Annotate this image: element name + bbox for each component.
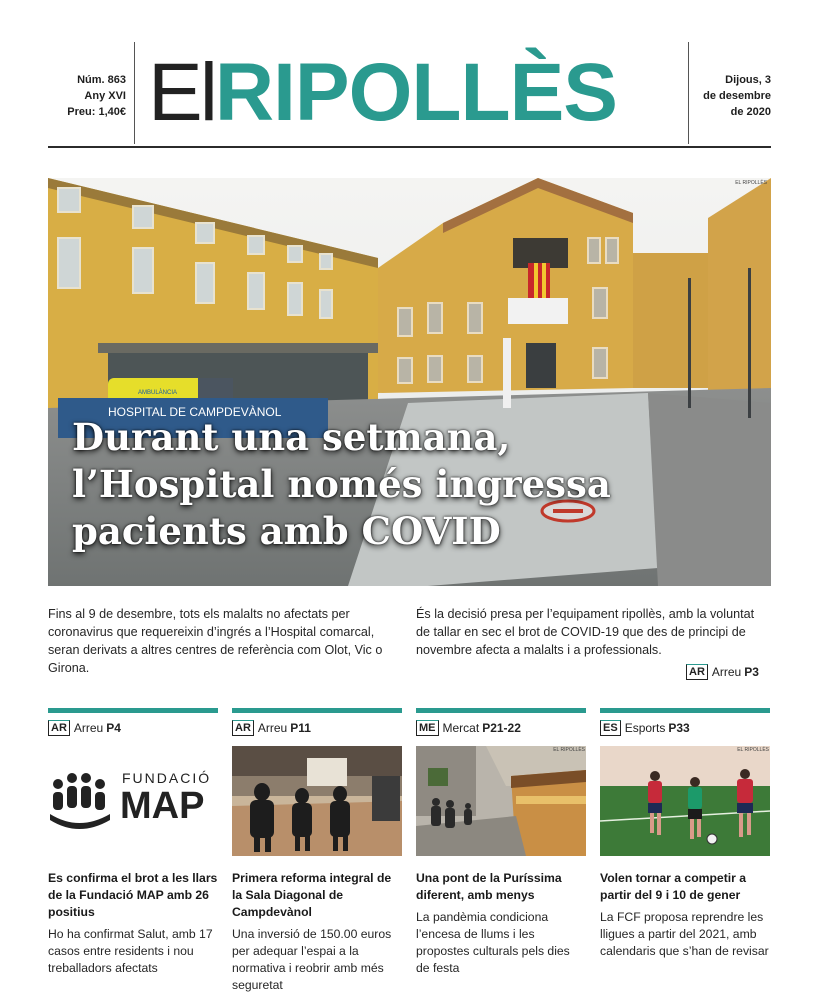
card-image[interactable]: [48, 746, 218, 856]
date-line-2: de desembre: [703, 90, 771, 102]
main-headline[interactable]: [72, 414, 692, 555]
card-summary: La FCF proposa reprendre les lligues a partir del 2021, amb calendaris que s’han de revisar: [600, 910, 769, 958]
card-rule: [48, 708, 218, 713]
card-section-ref[interactable]: [416, 720, 586, 736]
lead-paragraph-right: És la decisió presa per l’equipament ripollès, amb la voluntat de tallar en sec el brot de COVID-19 que des de principi de novembre afecta a malalts i a professionals.: [416, 607, 755, 657]
headline-line-2: l’Hospital només ingressa: [72, 462, 611, 506]
section-tag: ME: [416, 720, 439, 736]
card-headline[interactable]: Primera reforma integral de la Sala Diagonal de Campdevànol: [232, 871, 392, 919]
page-ref: P21-22: [482, 721, 521, 735]
headline-line-3: pacients amb COVID: [72, 509, 501, 553]
card-image[interactable]: [232, 746, 402, 856]
issue-info: [48, 72, 126, 120]
section-name: Arreu: [257, 721, 288, 735]
page-ref: P11: [290, 721, 311, 735]
section-tag: AR: [48, 720, 70, 736]
section-tag: AR: [686, 664, 708, 680]
story-card-esports[interactable]: [600, 708, 770, 960]
market-photo: [416, 746, 586, 856]
headline-line-1: Durant una setmana,: [72, 415, 511, 459]
card-image[interactable]: [600, 746, 770, 856]
card-rule: [232, 708, 402, 713]
hall-photo: [232, 746, 402, 856]
people-group-icon: [48, 770, 118, 840]
lead-section-ref[interactable]: [686, 664, 759, 680]
page-ref: P33: [668, 721, 690, 735]
issue-year: Any XVI: [84, 90, 126, 102]
card-rule: [416, 708, 586, 713]
hero-photo[interactable]: [48, 178, 771, 586]
issue-price: Preu: 1,40€: [67, 106, 126, 118]
issue-date: [695, 72, 771, 120]
section-tag: ES: [600, 720, 621, 736]
newspaper-logo[interactable]: [148, 48, 617, 138]
card-section-ref[interactable]: [48, 720, 218, 736]
date-line-3: de 2020: [730, 106, 771, 118]
issue-number: Núm. 863: [77, 74, 126, 86]
card-headline[interactable]: Una pont de la Puríssima diferent, amb menys: [416, 871, 562, 902]
card-section-ref[interactable]: [600, 720, 770, 736]
card-summary: Una inversió de 150.00 euros per adequar l’espai a la normativa i reobrir amb més seguretat: [232, 927, 392, 992]
svg-text:AMBULÀNCIA: AMBULÀNCIA: [138, 390, 178, 396]
logo-name: RIPOLLÈS: [214, 47, 617, 138]
football-photo: [600, 746, 770, 856]
section-name: Arreu: [711, 665, 742, 679]
masthead-rule: [48, 146, 771, 148]
photo-credit: EL RIPOLLÈS: [553, 747, 585, 753]
page-ref: P4: [106, 721, 121, 735]
card-rule: [600, 708, 770, 713]
story-card-purissima[interactable]: [416, 708, 586, 977]
fundacio-map-logo: [48, 746, 218, 856]
section-name: Esports: [624, 721, 666, 735]
masthead-divider-left: [134, 42, 135, 144]
photo-credit: EL RIPOLLÈS: [737, 747, 769, 753]
masthead: [48, 40, 771, 146]
masthead-divider-right: [688, 42, 689, 144]
lead-paragraph-left: Fins al 9 de desembre, tots els malalts no afectats per coronavirus que requereixin d’ingrés a l’Hospital comarcal, seran derivats a altres centres de referència com Olot, Vic o Girona.: [48, 607, 383, 675]
photo-credit: EL RIPOLLÈS: [735, 180, 767, 186]
card-headline[interactable]: Es confirma el brot a les llars de la Fundació MAP amb 26 positius: [48, 871, 218, 919]
story-card-fundacio-map[interactable]: [48, 708, 218, 977]
story-card-sala-diagonal[interactable]: [232, 708, 402, 992]
card-summary: Ho ha confirmat Salut, amb 17 casos entre residents i nou treballadors afectats: [48, 927, 213, 975]
section-name: Arreu: [73, 721, 104, 735]
card-section-ref[interactable]: [232, 720, 402, 736]
logo-word: FUNDACIÓ: [122, 770, 212, 786]
date-line-1: Dijous, 3: [725, 74, 771, 86]
svg-text:HOSPITAL DE CAMPDEVÀNOL: HOSPITAL DE CAMPDEVÀNOL: [108, 405, 282, 419]
card-summary: La pandèmia condiciona l’encesa de llums i les propostes culturals pels dies de festa: [416, 910, 570, 975]
section-name: Mercat: [442, 721, 480, 735]
logo-el: El: [148, 47, 215, 138]
page-ref: P3: [744, 665, 759, 679]
logo-name: MAP: [120, 785, 205, 827]
card-headline[interactable]: Volen tornar a competir a partir del 9 i 10 de gener: [600, 871, 747, 902]
card-image[interactable]: [416, 746, 586, 856]
section-tag: AR: [232, 720, 254, 736]
